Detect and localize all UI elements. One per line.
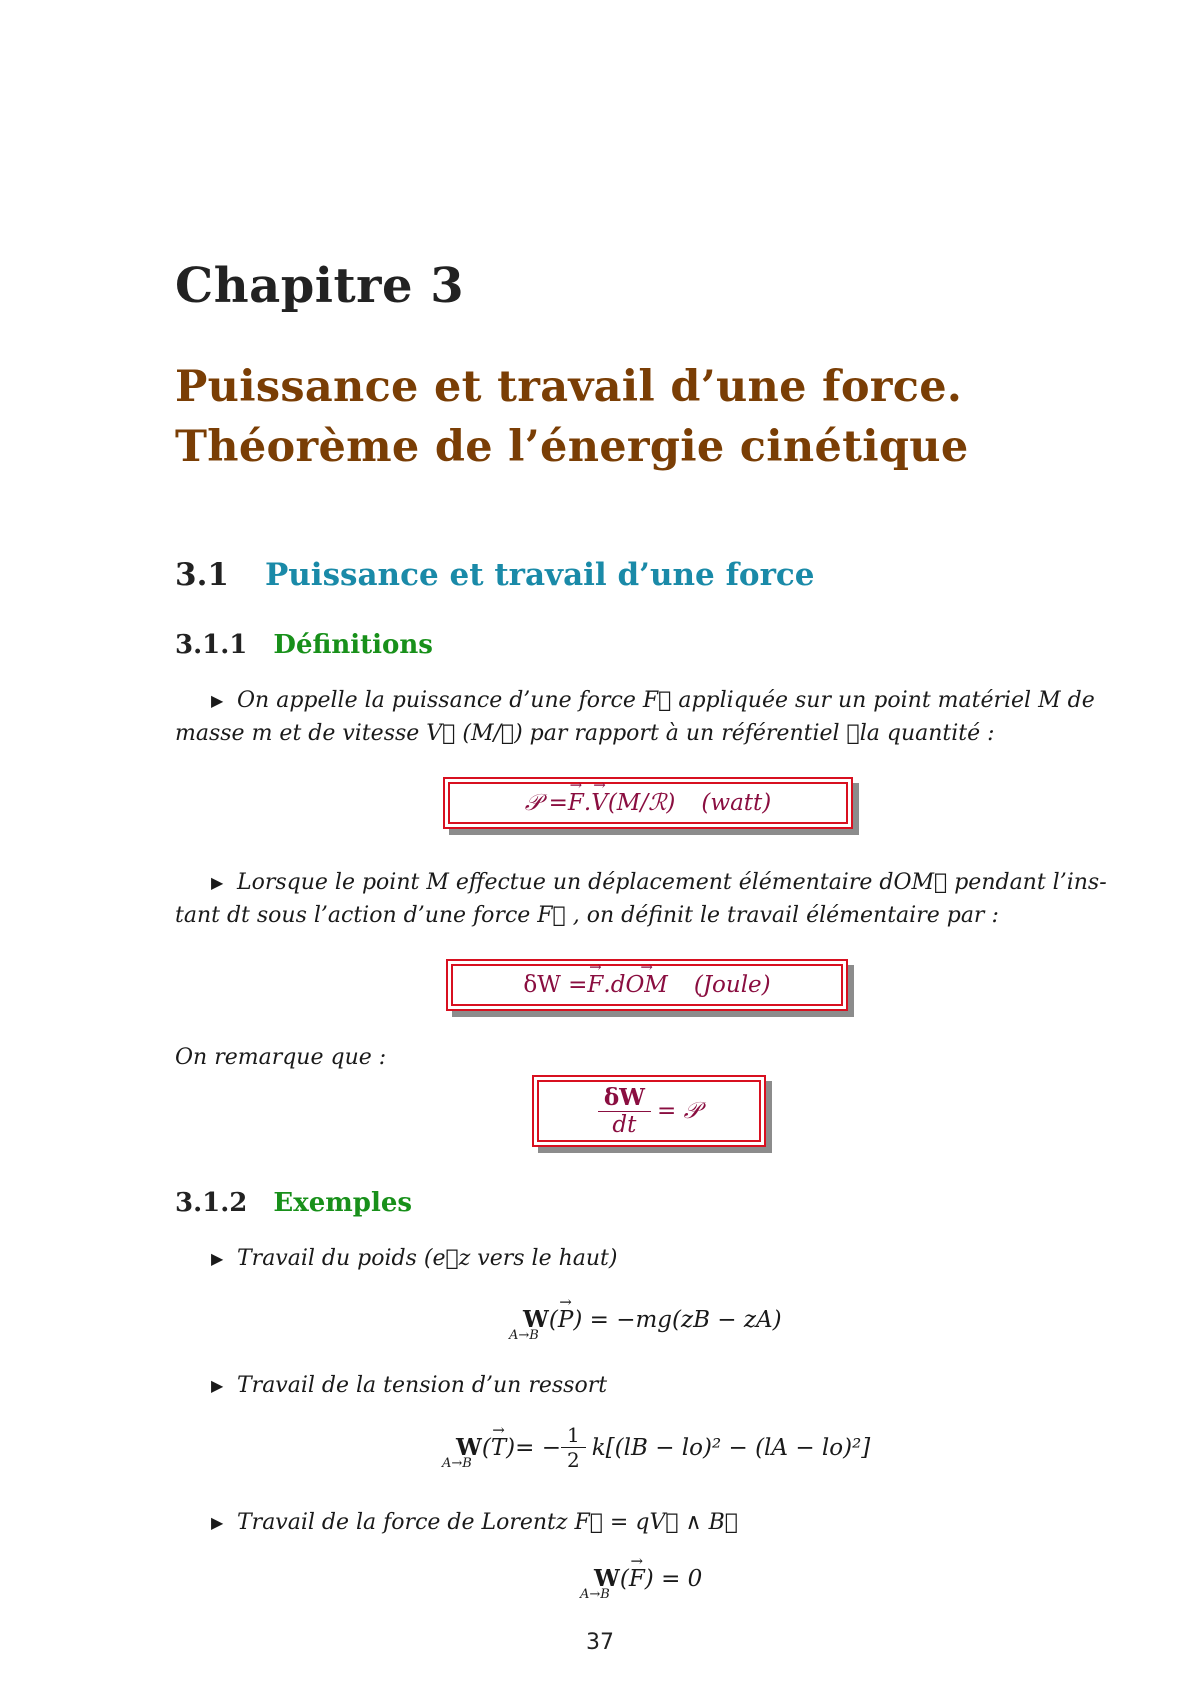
power-definition-line2: masse m et de vitesse V⃗ (M/ℛ) par rapport à un référentiel ℛla quantité : <box>175 721 995 746</box>
paren-open: ( <box>619 1566 629 1592</box>
fraction-numerator: 1 <box>561 1423 586 1448</box>
path-subscript: A→B <box>580 1587 610 1602</box>
work-eq-lhs: δW = <box>523 972 588 998</box>
lorentz-work-equation <box>580 1565 703 1602</box>
paren-open: ( <box>548 1307 558 1333</box>
equals-minus: = − <box>515 1434 562 1461</box>
differential-d: .d <box>603 972 626 998</box>
velocity-vector: → V <box>591 790 608 816</box>
force-vector: → F <box>568 790 584 816</box>
one-half-fraction <box>561 1423 586 1472</box>
ratio-equation-box <box>532 1075 766 1147</box>
ratio-rhs: = 𝒫 <box>657 1098 701 1124</box>
power-equation-box <box>443 777 853 829</box>
bullet-triangle-icon: ▶ <box>211 1249 224 1268</box>
work-rate-fraction <box>598 1084 651 1138</box>
lorentz-work-rhs: = 0 <box>653 1566 703 1592</box>
bullet-triangle-icon: ▶ <box>211 1513 224 1532</box>
fraction-numerator: δW <box>598 1084 651 1112</box>
paragraph-power-definition <box>175 684 1130 750</box>
tension-vector: → T <box>491 1435 506 1461</box>
power-eq-rest: (M/ℛ) <box>607 790 676 816</box>
power-eq-lhs: 𝒫 = <box>524 790 568 816</box>
page-number: 37 <box>586 1630 614 1655</box>
example-weight-label: Travail du poids (e⃗z vers le haut) <box>237 1246 618 1271</box>
fraction-denominator: 2 <box>567 1448 580 1472</box>
chapter-title-line1: Puissance et travail d’une force. <box>175 362 963 412</box>
subsection-title: Exemples <box>273 1188 412 1218</box>
spring-work-rhs: k[(lB − lo)² − (lA − lo)²] <box>591 1434 871 1461</box>
weight-work-equation <box>509 1306 782 1343</box>
power-unit: (watt) <box>701 790 772 816</box>
work-symbol: W <box>456 1434 482 1461</box>
remark-text: On remarque que : <box>175 1045 387 1070</box>
dot-operator: . <box>583 790 592 816</box>
work-unit: (Joule) <box>693 972 771 998</box>
section-title: Puissance et travail d’une force <box>264 557 815 593</box>
example-spring-text <box>175 1369 1130 1402</box>
work-equation-box <box>446 959 848 1011</box>
bullet-triangle-icon: ▶ <box>211 873 224 892</box>
section-heading <box>175 557 815 593</box>
spring-work-equation <box>442 1423 871 1472</box>
power-definition-line1: On appelle la puissance d’une force F⃗ appliquée sur un point matériel M de <box>237 688 1095 713</box>
subsection-heading-definitions <box>175 630 433 660</box>
force-vector: → F <box>587 972 603 998</box>
example-lorentz-label: Travail de la force de Lorentz F⃗ = qV⃗ ∧ B⃗ <box>237 1510 738 1535</box>
example-spring-label: Travail de la tension d’un ressort <box>237 1373 608 1398</box>
paragraph-work-definition <box>175 866 1130 932</box>
paren-open: ( <box>481 1434 491 1461</box>
work-definition-line2: tant dt sous l’action d’une force F⃗ , on définit le travail élémentaire par : <box>175 903 999 928</box>
displacement-vector: → OM <box>625 972 667 998</box>
subsection-heading-examples <box>175 1188 412 1218</box>
chapter-title-line2: Théorème de l’énergie cinétique <box>175 422 969 472</box>
path-subscript: A→B <box>509 1328 539 1343</box>
paren-close: ) <box>506 1434 516 1461</box>
subsection-number: 3.1.2 <box>175 1188 248 1218</box>
fraction-denominator: dt <box>612 1112 637 1138</box>
work-symbol: W <box>594 1565 620 1592</box>
paren-close: ) <box>573 1307 583 1333</box>
work-symbol: W <box>523 1306 549 1333</box>
section-number: 3.1 <box>175 557 229 593</box>
weight-vector: → P <box>558 1307 573 1333</box>
bullet-triangle-icon: ▶ <box>211 691 224 710</box>
bullet-triangle-icon: ▶ <box>211 1376 224 1395</box>
example-lorentz-text <box>175 1506 1130 1539</box>
work-definition-line1: Lorsque le point M effectue un déplacement élémentaire dOM⃗ pendant l’ins- <box>237 870 1107 895</box>
lorentz-force-vector: → F <box>629 1566 645 1592</box>
chapter-label: Chapitre 3 <box>175 258 465 314</box>
paren-close: ) <box>644 1566 654 1592</box>
weight-work-rhs: = −mg(zB − zA) <box>582 1307 782 1333</box>
example-weight-text <box>175 1242 1130 1275</box>
path-subscript: A→B <box>442 1456 472 1471</box>
subsection-title: Définitions <box>273 630 433 660</box>
subsection-number: 3.1.1 <box>175 630 248 660</box>
